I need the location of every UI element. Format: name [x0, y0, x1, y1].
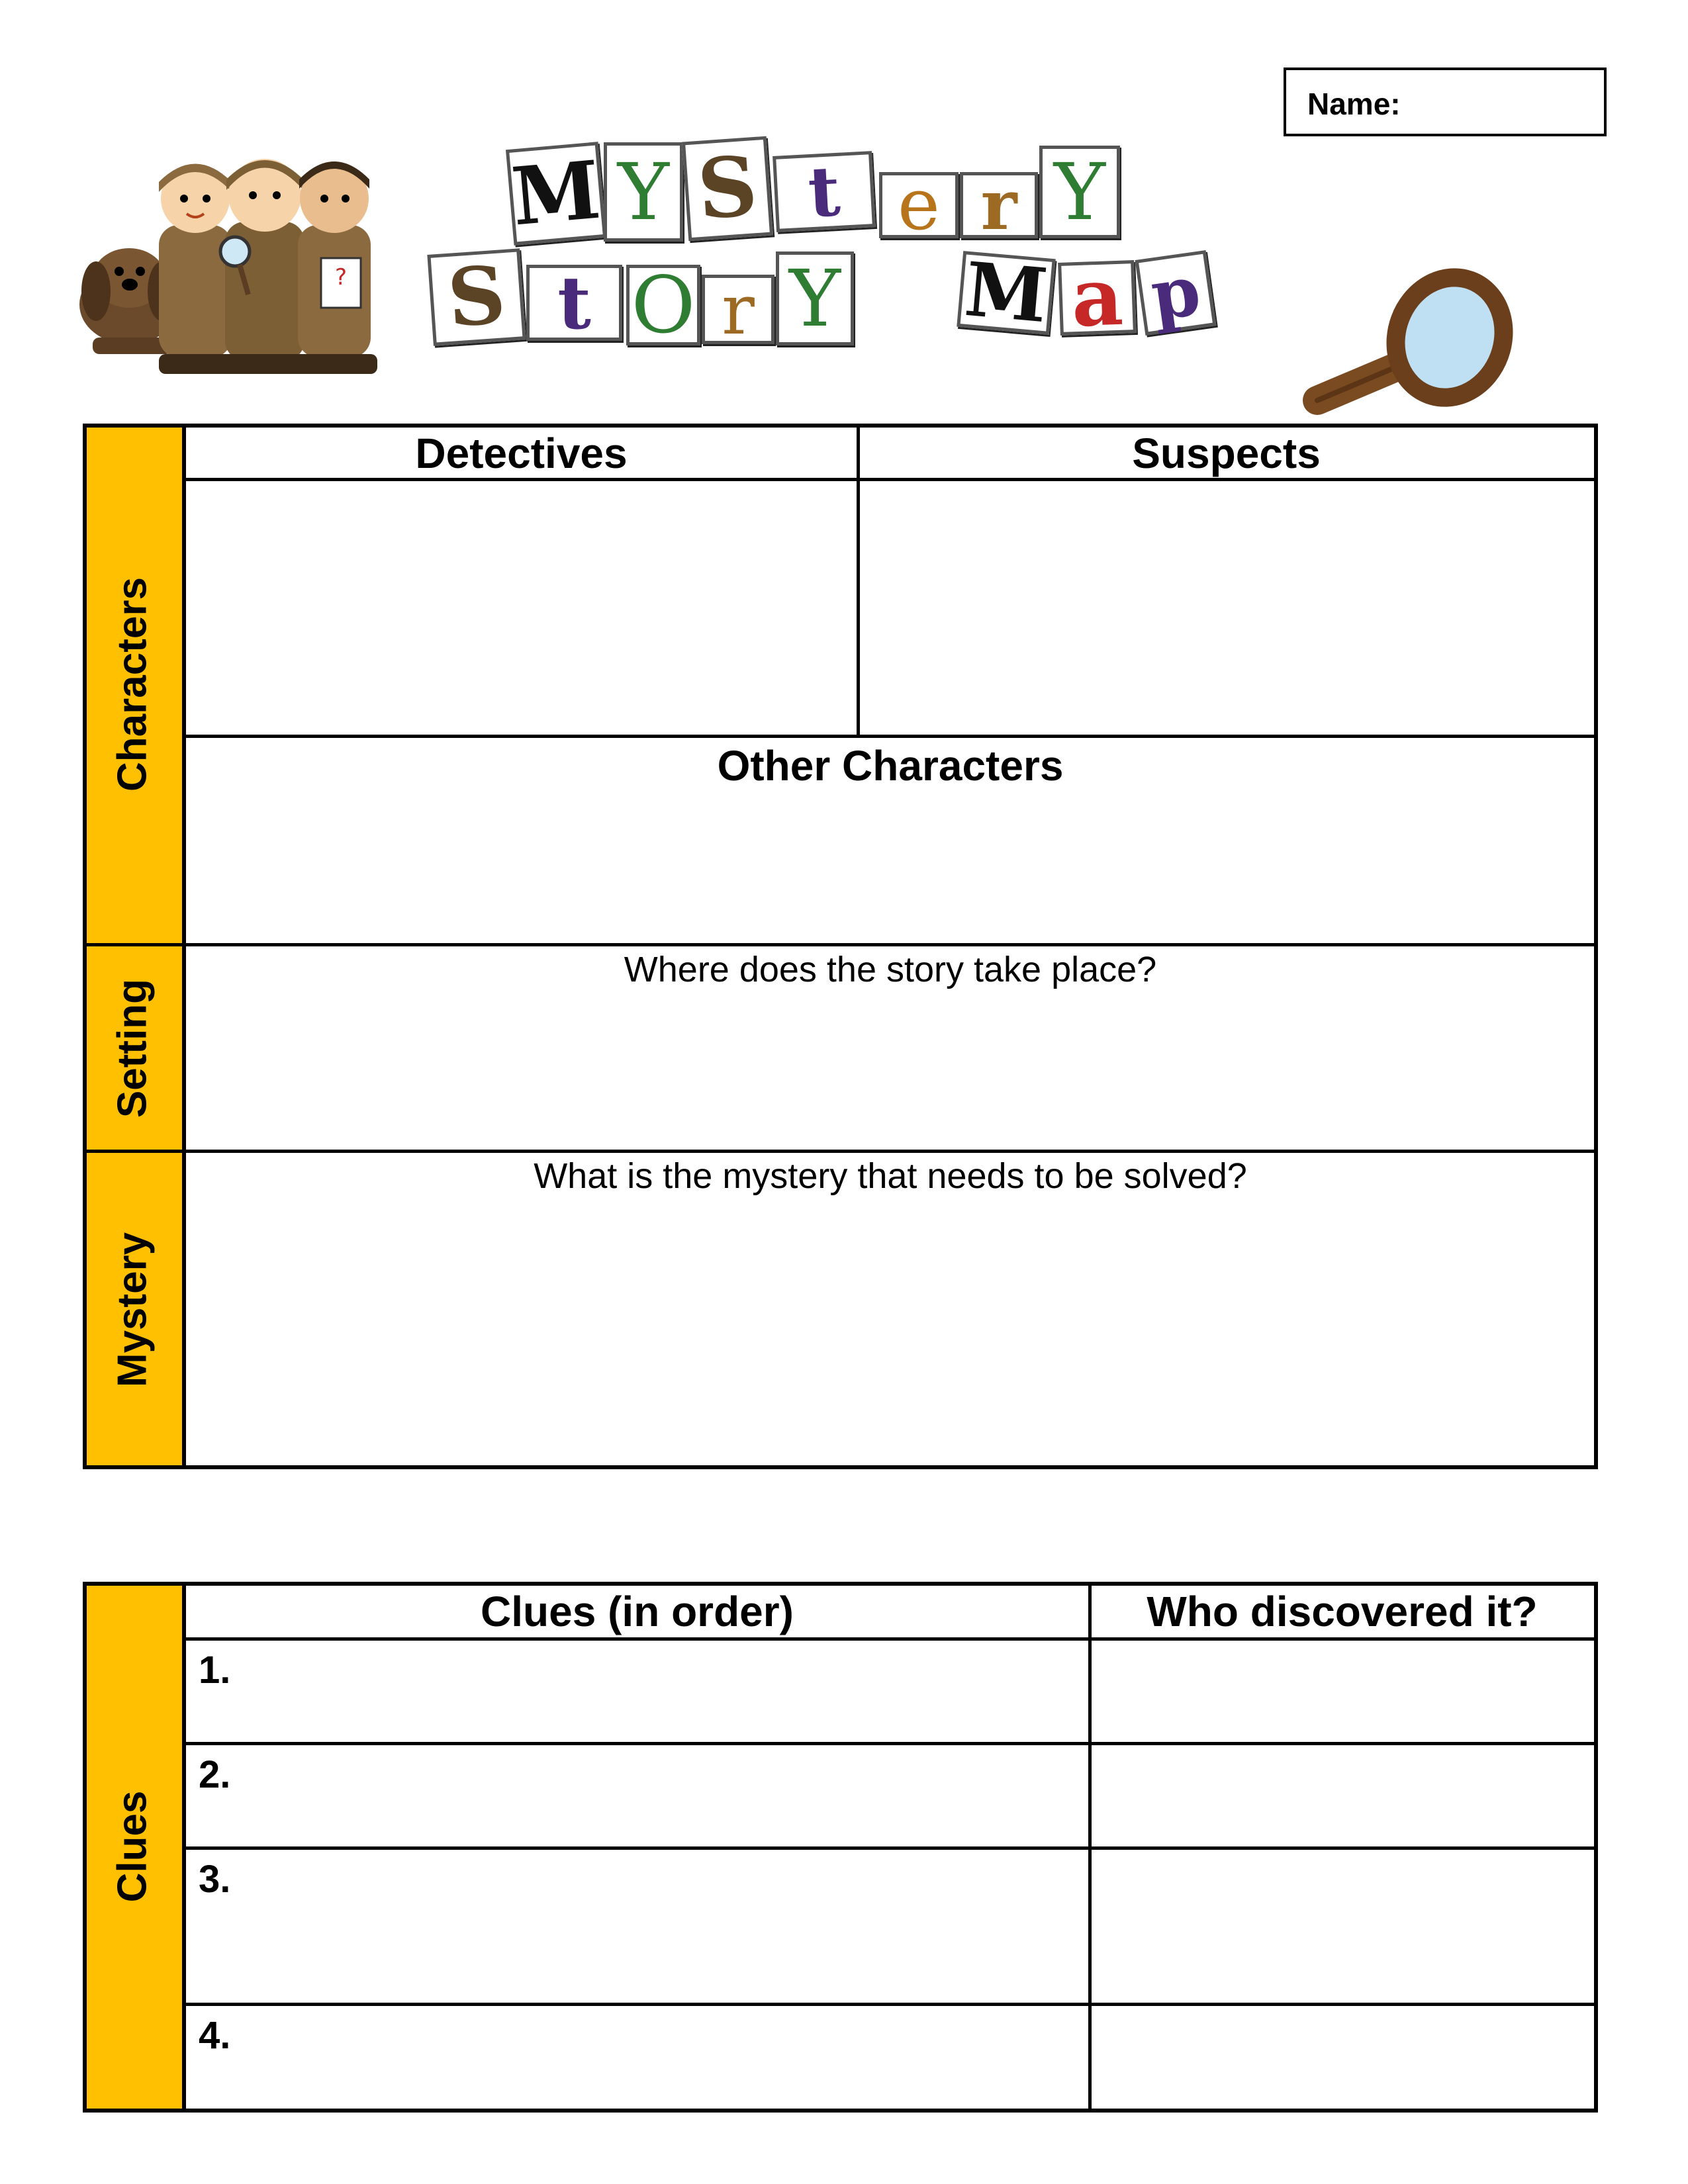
table-border [83, 424, 87, 1469]
table-border [1594, 424, 1598, 1469]
title-letter: e [898, 163, 940, 246]
title-tile [957, 246, 1055, 340]
clue-number: 4. [199, 2014, 231, 2057]
clue-answer-area[interactable] [265, 1643, 1084, 1739]
table-divider [83, 1150, 1595, 1153]
title-letter: Y [618, 146, 669, 238]
mystery-answer-area[interactable] [189, 1201, 1592, 1465]
section-setting [83, 945, 186, 1152]
section-label-clues: Clues [109, 1790, 156, 1903]
clue-number: 1. [199, 1649, 231, 1692]
title-letter: p [1146, 249, 1205, 336]
title-tile [1058, 250, 1137, 345]
clue-answer-area[interactable] [265, 1852, 1084, 2000]
table-divider [185, 1742, 1595, 1745]
magnifying-glass-icon [1291, 265, 1529, 430]
table-border [83, 424, 1598, 428]
title-letter: a [1070, 250, 1125, 345]
title-letter: S [694, 138, 761, 238]
title-tile [773, 151, 876, 232]
title-tile [960, 164, 1038, 246]
table-divider [185, 2003, 1595, 2006]
section-characters [83, 424, 186, 945]
detectives-header: Detectives [415, 430, 628, 477]
table-divider [185, 1846, 1595, 1850]
title-letter: Y [1054, 146, 1105, 238]
table-border [83, 1465, 1598, 1469]
other-characters-header: Other Characters [717, 742, 1064, 790]
title-tile [682, 136, 773, 242]
detectives-answer-area[interactable] [189, 483, 854, 733]
clue-answer-area[interactable] [265, 1747, 1084, 1844]
name-label: Name: [1307, 87, 1401, 121]
title-letter: r [722, 269, 755, 350]
name-field[interactable] [1284, 68, 1607, 136]
setting-answer-area[interactable] [189, 996, 1592, 1148]
discoverer-answer-area[interactable] [1094, 1643, 1591, 1739]
discoverer-answer-area[interactable] [1094, 2008, 1591, 2106]
title-letter: Y [789, 253, 841, 344]
table-border [83, 2109, 1598, 2113]
clue-answer-area[interactable] [265, 2008, 1084, 2106]
clue-number: 3. [199, 1858, 231, 1901]
table-divider [185, 735, 1595, 738]
table-divider [857, 424, 860, 737]
title-letter: S [444, 248, 509, 345]
section-clues [83, 1582, 186, 2111]
title-tile [526, 259, 622, 345]
title-tile [626, 259, 700, 351]
page-title [430, 126, 1211, 364]
table-border [83, 1582, 1598, 1586]
title-tile [1039, 146, 1120, 238]
title-letter: t [557, 259, 591, 345]
title-tile [879, 163, 959, 246]
title-letter: r [980, 164, 1017, 246]
title-tile [604, 142, 683, 242]
table-divider [83, 943, 1595, 946]
table-divider [185, 1637, 1595, 1641]
discoverer-answer-area[interactable] [1094, 1852, 1591, 2000]
title-tile [427, 248, 526, 345]
table-divider [185, 478, 1595, 481]
section-mystery [83, 1152, 186, 1468]
title-tile [506, 142, 606, 246]
section-label-mystery: Mystery [109, 1232, 156, 1388]
title-letter: M [508, 142, 604, 244]
table-border [83, 1582, 87, 2113]
title-tile [702, 269, 774, 350]
discoverer-answer-area[interactable] [1094, 1747, 1591, 1844]
detectives-illustration-icon [66, 136, 397, 387]
clues-in-order-header: Clues (in order) [481, 1588, 794, 1635]
suspects-header: Suspects [1132, 430, 1321, 477]
title-letter: M [961, 246, 1051, 340]
title-tile [1135, 250, 1217, 336]
section-label-characters: Characters [109, 577, 156, 792]
section-label-setting: Setting [109, 978, 156, 1118]
svg-text:?: ? [334, 264, 348, 291]
title-letter: t [806, 150, 843, 233]
setting-prompt: Where does the story take place? [624, 950, 1157, 989]
title-letter: O [631, 259, 696, 351]
title-tile [776, 251, 854, 345]
who-discovered-header: Who discovered it? [1147, 1588, 1538, 1635]
mystery-prompt: What is the mystery that needs to be solved? [534, 1156, 1247, 1196]
clue-number: 2. [199, 1753, 231, 1796]
other-characters-answer-area[interactable] [189, 794, 1592, 941]
suspects-answer-area[interactable] [861, 483, 1592, 733]
